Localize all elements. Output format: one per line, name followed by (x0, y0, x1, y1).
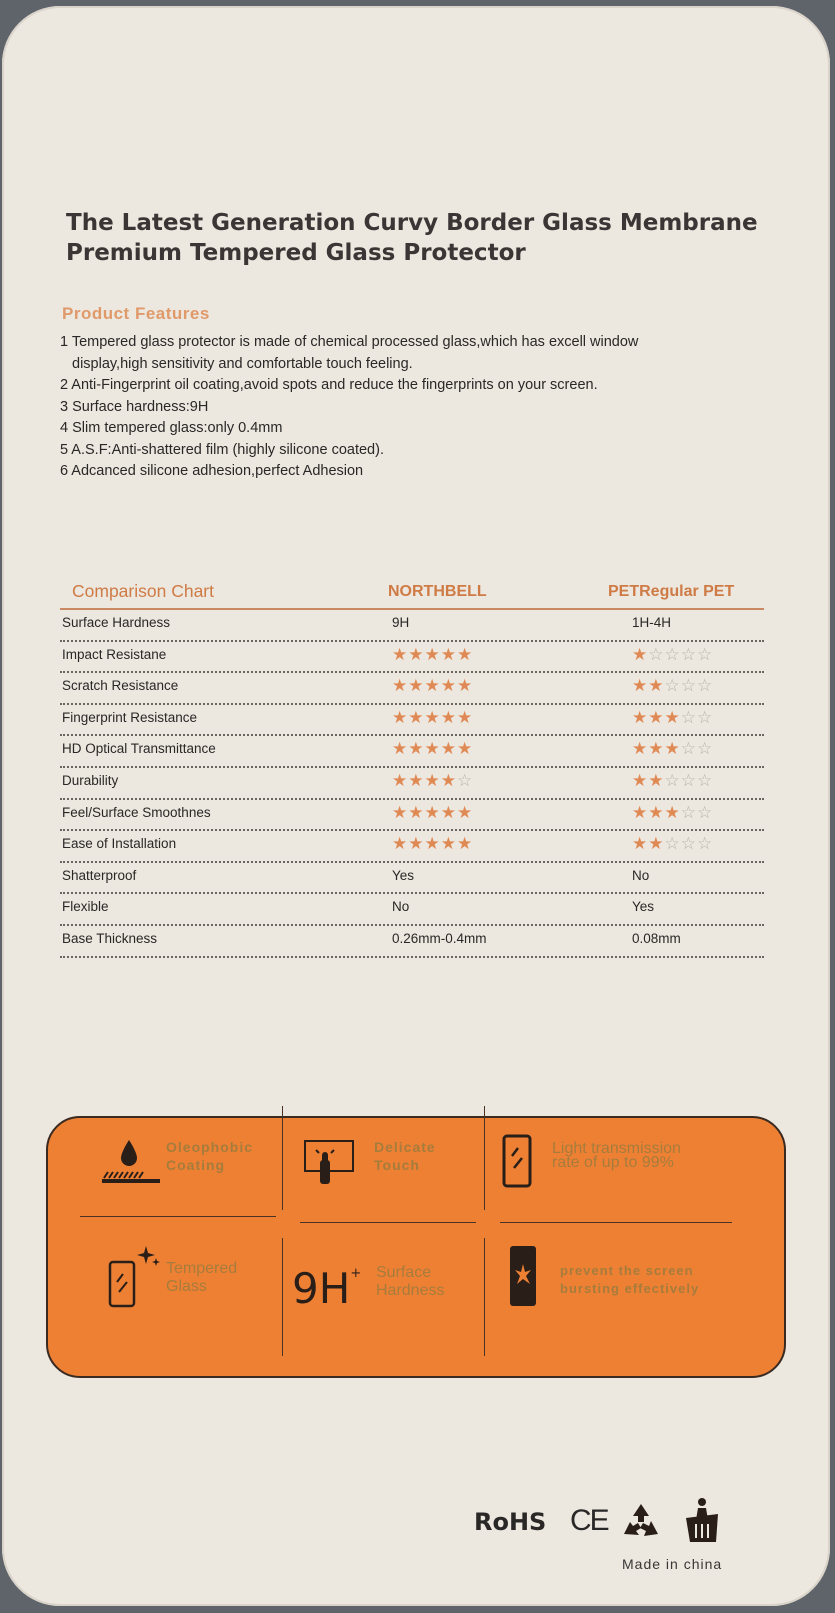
star-filled-icon: ★ (408, 739, 425, 760)
star-filled-icon: ★ (664, 802, 681, 823)
row-label: Flexible (62, 899, 109, 915)
star-filled-icon: ★ (648, 834, 665, 855)
star-filled-icon: ★ (457, 644, 474, 665)
pet-rating-stars (632, 708, 713, 728)
divider (484, 1106, 485, 1210)
star-filled-icon: ★ (424, 644, 441, 665)
star-filled-icon: ★ (632, 770, 649, 791)
feature-icons-panel (46, 1116, 786, 1378)
star-filled-icon: ★ (632, 707, 649, 728)
star-filled-icon: ★ (648, 676, 665, 697)
tempered-line-2: Glass (166, 1278, 207, 1295)
star-filled-icon: ★ (440, 644, 457, 665)
column-northbell: NORTHBELL (388, 583, 487, 600)
row-label: Durability (62, 772, 119, 788)
star-filled-icon: ★ (440, 834, 457, 855)
phone-glass-icon (500, 1132, 536, 1192)
comparison-row (60, 926, 764, 958)
pet-value: Yes (632, 899, 655, 915)
star-empty-icon: ☆ (648, 644, 665, 665)
feature-item: 1 Tempered glass protector is made of chemical processed glass,which has excell window (60, 334, 639, 350)
row-label: Impact Resistane (62, 646, 167, 662)
star-filled-icon: ★ (424, 802, 441, 823)
star-filled-icon: ★ (632, 739, 649, 760)
star-filled-icon: ★ (632, 676, 649, 697)
ce-mark: CE (570, 1504, 608, 1537)
pet-rating-stars (632, 676, 713, 696)
northbell-value: 9H (392, 615, 410, 630)
comparison-header (60, 578, 764, 610)
divider (80, 1216, 276, 1217)
star-filled-icon: ★ (457, 834, 474, 855)
northbell-rating-stars (392, 771, 473, 791)
star-empty-icon: ☆ (697, 676, 714, 697)
oleophobic-line-2: Coating (166, 1157, 226, 1173)
surface-hardness-label (376, 1264, 444, 1300)
tempered-glass-icon (106, 1242, 164, 1312)
northbell-rating-stars (392, 676, 473, 696)
star-filled-icon: ★ (648, 707, 665, 728)
star-empty-icon: ☆ (697, 802, 714, 823)
nine-h-mark (292, 1264, 361, 1313)
tempered-line-1: Tempered (166, 1260, 238, 1277)
delicate-line-1: Delicate (374, 1139, 436, 1155)
star-filled-icon: ★ (424, 676, 441, 697)
feature-item: 2 Anti-Fingerprint oil coating,avoid spots and reduce the fingerprints on your screen. (60, 377, 598, 393)
star-empty-icon: ☆ (680, 834, 697, 855)
pet-value: 0.08mm (632, 930, 681, 946)
comparison-chart (60, 578, 764, 958)
divider (282, 1238, 283, 1356)
star-filled-icon: ★ (457, 802, 474, 823)
light-line-1: Light transmission (552, 1140, 681, 1157)
star-filled-icon: ★ (457, 739, 474, 760)
product-title (66, 208, 806, 268)
star-filled-icon: ★ (664, 707, 681, 728)
star-filled-icon: ★ (632, 834, 649, 855)
star-empty-icon: ☆ (697, 770, 714, 791)
northbell-rating-stars (392, 645, 473, 665)
light-line-2: rate of up to 99% (552, 1154, 674, 1171)
row-label: Ease of Installation (62, 836, 177, 852)
surface-line-1: Surface (376, 1264, 432, 1281)
northbell-rating-stars (392, 739, 473, 759)
star-filled-icon: ★ (392, 644, 409, 665)
star-filled-icon: ★ (440, 676, 457, 697)
pet-rating-stars (632, 803, 713, 823)
star-filled-icon: ★ (664, 739, 681, 760)
star-empty-icon: ☆ (697, 739, 714, 760)
star-filled-icon: ★ (408, 644, 425, 665)
divider (484, 1238, 485, 1356)
star-empty-icon: ☆ (680, 707, 697, 728)
star-empty-icon: ☆ (680, 802, 697, 823)
divider (500, 1222, 732, 1223)
comparison-row (60, 736, 764, 768)
star-filled-icon: ★ (440, 802, 457, 823)
star-filled-icon: ★ (457, 676, 474, 697)
star-filled-icon: ★ (408, 802, 425, 823)
comparison-title: Comparison Chart (72, 581, 214, 601)
title-line-2: Premium Tempered Glass Protector (66, 240, 526, 266)
pet-value: No (632, 867, 650, 883)
star-filled-icon: ★ (457, 707, 474, 728)
row-label: Shatterproof (62, 867, 137, 883)
shatter-proof-phone-icon (506, 1242, 542, 1312)
star-filled-icon: ★ (648, 802, 665, 823)
nine-h-text: 9H (292, 1264, 351, 1313)
oleophobic-label (166, 1138, 253, 1174)
star-filled-icon: ★ (632, 644, 649, 665)
waste-bin-icon (680, 1496, 724, 1546)
comparison-row (60, 642, 764, 674)
comparison-row (60, 863, 764, 895)
northbell-rating-stars (392, 803, 473, 823)
row-label: Base Thickness (62, 930, 158, 946)
star-filled-icon: ★ (408, 676, 425, 697)
star-filled-icon: ★ (648, 770, 665, 791)
oil-drop-icon (96, 1136, 162, 1186)
comparison-row (60, 894, 764, 926)
star-empty-icon: ☆ (680, 739, 697, 760)
star-empty-icon: ☆ (697, 834, 714, 855)
oleophobic-line-1: Oleophobic (166, 1139, 253, 1155)
star-filled-icon: ★ (392, 707, 409, 728)
star-empty-icon: ☆ (680, 770, 697, 791)
feature-item: 6 Adcanced silicone adhesion,perfect Adhesion (60, 463, 364, 479)
star-filled-icon: ★ (392, 770, 409, 791)
comparison-rows (60, 610, 764, 958)
star-empty-icon: ☆ (697, 644, 714, 665)
pet-rating-stars (632, 645, 713, 665)
features-heading: Product Features (62, 304, 210, 323)
divider (300, 1222, 476, 1223)
product-package-card (2, 6, 830, 1606)
star-empty-icon: ☆ (680, 676, 697, 697)
surface-line-2: Hardness (376, 1282, 445, 1299)
touch-screen-icon (302, 1138, 358, 1188)
row-label: Surface Hardness (62, 615, 171, 630)
northbell-rating-stars (392, 708, 473, 728)
star-filled-icon: ★ (648, 739, 665, 760)
star-empty-icon: ☆ (697, 707, 714, 728)
feature-item: display,high sensitivity and comfortable touch feeling. (72, 355, 413, 372)
pet-rating-stars (632, 834, 713, 854)
comparison-row (60, 673, 764, 705)
star-filled-icon: ★ (440, 770, 457, 791)
star-empty-icon: ☆ (664, 770, 681, 791)
prevent-line-1: prevent the screen (560, 1263, 694, 1278)
star-empty-icon: ☆ (680, 644, 697, 665)
feature-item: 3 Surface hardness:9H (60, 398, 209, 415)
nine-h-plus: + (350, 1266, 362, 1281)
comparison-row (60, 705, 764, 737)
northbell-rating-stars (392, 834, 473, 854)
star-filled-icon: ★ (408, 834, 425, 855)
star-empty-icon: ☆ (664, 644, 681, 665)
star-filled-icon: ★ (424, 834, 441, 855)
prevent-line-2: bursting effectively (560, 1281, 700, 1296)
tempered-glass-label (166, 1260, 237, 1296)
northbell-value: Yes (392, 867, 415, 883)
feature-item: 4 Slim tempered glass:only 0.4mm (60, 420, 283, 436)
row-label: Scratch Resistance (62, 678, 179, 694)
star-filled-icon: ★ (440, 739, 457, 760)
star-filled-icon: ★ (392, 802, 409, 823)
light-transmission-label (552, 1142, 681, 1170)
northbell-value: 0.26mm-0.4mm (392, 930, 487, 946)
rohs-mark: RoHS (474, 1508, 547, 1536)
prevent-bursting-label (560, 1262, 699, 1298)
pet-value: 1H-4H (632, 615, 672, 630)
comparison-row (60, 800, 764, 832)
delicate-line-2: Touch (374, 1157, 420, 1173)
divider (282, 1106, 283, 1210)
pet-rating-stars (632, 771, 713, 791)
star-filled-icon: ★ (424, 770, 441, 791)
recycle-icon (618, 1500, 664, 1544)
star-filled-icon: ★ (424, 739, 441, 760)
comparison-row (60, 768, 764, 800)
northbell-value: No (392, 899, 410, 915)
star-filled-icon: ★ (392, 676, 409, 697)
star-filled-icon: ★ (424, 707, 441, 728)
star-empty-icon: ☆ (664, 834, 681, 855)
star-filled-icon: ★ (392, 834, 409, 855)
column-pet: PETRegular PET (608, 583, 735, 600)
title-line-1: The Latest Generation Curvy Border Glass Membrane (66, 210, 758, 236)
star-filled-icon: ★ (440, 707, 457, 728)
star-filled-icon: ★ (632, 802, 649, 823)
star-empty-icon: ☆ (664, 676, 681, 697)
row-label: HD Optical Transmittance (62, 741, 216, 757)
comparison-row (60, 831, 764, 863)
star-filled-icon: ★ (408, 770, 425, 791)
row-label: Fingerprint Resistance (62, 709, 198, 725)
features-list (60, 332, 800, 483)
comparison-row (60, 610, 764, 642)
certification-footer (474, 1500, 754, 1572)
star-filled-icon: ★ (392, 739, 409, 760)
made-in-label: Made in china (622, 1556, 723, 1572)
pet-rating-stars (632, 739, 713, 759)
star-empty-icon: ☆ (457, 770, 474, 791)
delicate-touch-label (374, 1138, 436, 1174)
row-label: Feel/Surface Smoothnes (62, 804, 211, 820)
star-filled-icon: ★ (408, 707, 425, 728)
feature-item: 5 A.S.F:Anti-shattered film (highly silicone coated). (60, 441, 384, 458)
